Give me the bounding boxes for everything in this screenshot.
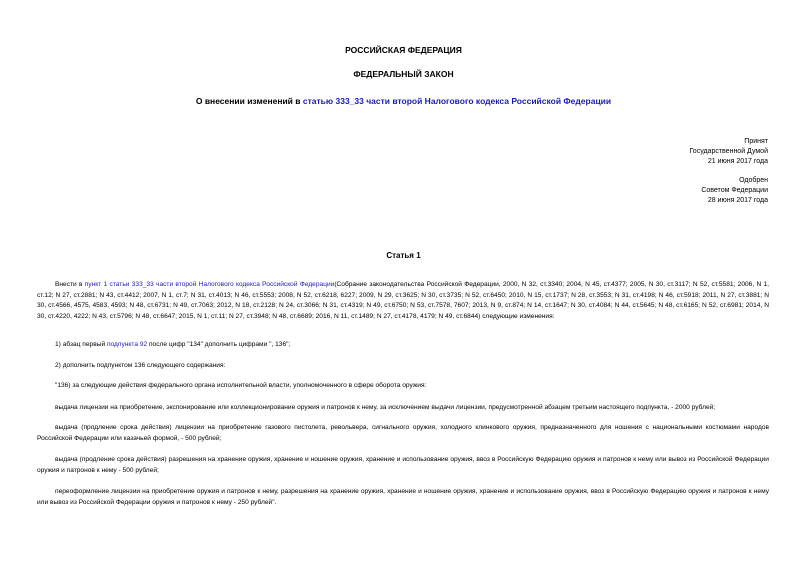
accepted-by: Государственной Думой <box>689 148 768 155</box>
intro-rest: (Собрание законодательства Российской Федерации, 2000, N 32, ст.3340; 2004, N 45, ст.4377; 2005, N 30, ст.3117; N 52, ст.5581; 2006, N 1, ст.12; N 27, ст.2881; N 43, ст.4412; 2007, N 1, ст.7; N 31, ст.4013; N 46, ст.5553; 2008, N 52, ст.6218, 6227; 2009, N 29, ст.3625; N 30, ст.3735; N 52, ст.6450; 2010, N 15, ст.1737; N 28, ст.3553; N 31, ст.4198; N 46, ст.5918; 2011, N 27, ст.3881; N 30, ст.4566, 4575, 4583, 4593; N 48, ст.6731; N 49, ст.7063; 2012, N 18, ст.2128; N 24, ст.3066; N 31, ст.4319; N 49, ст.6750; N 53, ст.7578, 7607; 2013, N 9, ст.874; N 14, ст.1647; N 30, ст.4084; N 44, ст.5645; N 48, ст.6165; N 52, ст.6981; 2014, N 30, ст.4220, 4222; N 43, ст.5796; N 48, ст.6647; 2015, N 1, ст.11; N 27, ст.3948; N 48, ст.6689; 2016, N 11, ст.1489; N 27, ст.4178, 4179; N 49, ст.6844) следующие изменения: <box>37 281 769 320</box>
approved-label: Одобрен <box>739 177 768 184</box>
quote-intro-text: "136) за следующие действия федерального органа исполнительной власти, уполномоченного в сфере оборота оружия: <box>55 382 427 389</box>
bullet2-text: выдача (продление срока действия) лицензии на приобретение газового пистолета, револьвера, сигнального оружия, холодного клинкового оружия, предназначенного для ношения с национальными костюмами народов Российской Федерации или казачьей формой, - 500 рублей; <box>37 424 769 442</box>
item-2 <box>37 361 769 372</box>
intro-link[interactable]: пункт 1 статьи 333_33 части второй Налогового кодекса Российской Федерации <box>84 281 335 288</box>
approved-by: Советом Федерации <box>701 187 768 194</box>
article-intro <box>37 280 769 322</box>
item1-rest: после цифр "134" дополнить цифрами ", 136"; <box>147 341 291 348</box>
accepted-block <box>689 137 768 167</box>
approved-block <box>701 176 768 206</box>
bullet3-text: выдача (продление срока действия) разрешения на хранение оружия, хранение и ношение оружия, хранение и использование оружия, ввоз в Российскую Федерацию оружия и патронов к нему или вывоз из Российской Федерации оружия и патронов к нему - 500 рублей; <box>37 456 769 474</box>
approved-date: 28 июня 2017 года <box>707 197 768 204</box>
accepted-date: 21 июня 2017 года <box>707 158 768 165</box>
intro-prefix: Внести в <box>55 281 85 288</box>
item-1 <box>37 340 769 351</box>
bullet-4 <box>37 487 769 508</box>
federation-heading: РОССИЙСКАЯ ФЕДЕРАЦИЯ <box>345 45 462 55</box>
bullet-3 <box>37 455 769 476</box>
article-heading: Статья 1 <box>386 251 421 260</box>
item2-text: 2) дополнить подпунктом 136 следующего содержания: <box>55 362 226 369</box>
bullet-2 <box>37 423 769 444</box>
bullet4-text: переоформление лицензии на приобретение оружия и патронов к нему, разрешения на хранение оружия, хранение и ношение оружия, хранение и использование оружия, ввоз в Российскую Федерацию оружия и патронов к нему или вывоз из Российской Федерации оружия и патронов к нему - 250 рублей". <box>37 488 769 506</box>
law-type-heading: ФЕДЕРАЛЬНЫЙ ЗАКОН <box>353 69 454 79</box>
item1-link[interactable]: подпункта 92 <box>106 341 148 348</box>
law-title <box>0 96 807 106</box>
bullet1-text: выдача лицензии на приобретение, экспонирование или коллекционирование оружия и патронов к нему, за исключением выдачи лицензии, предусмотренной абзацем третьим настоящего подпункта, - 2000 рублей; <box>55 404 716 411</box>
accepted-label: Принят <box>744 138 768 145</box>
quote-intro <box>37 381 769 392</box>
bullet-1 <box>37 403 769 414</box>
law-title-prefix: О внесении изменений в <box>195 96 303 106</box>
item1-prefix: 1) абзац первый <box>55 341 107 348</box>
law-title-link[interactable]: статью 333_33 части второй Налогового кодекса Российской Федерации <box>302 96 612 106</box>
